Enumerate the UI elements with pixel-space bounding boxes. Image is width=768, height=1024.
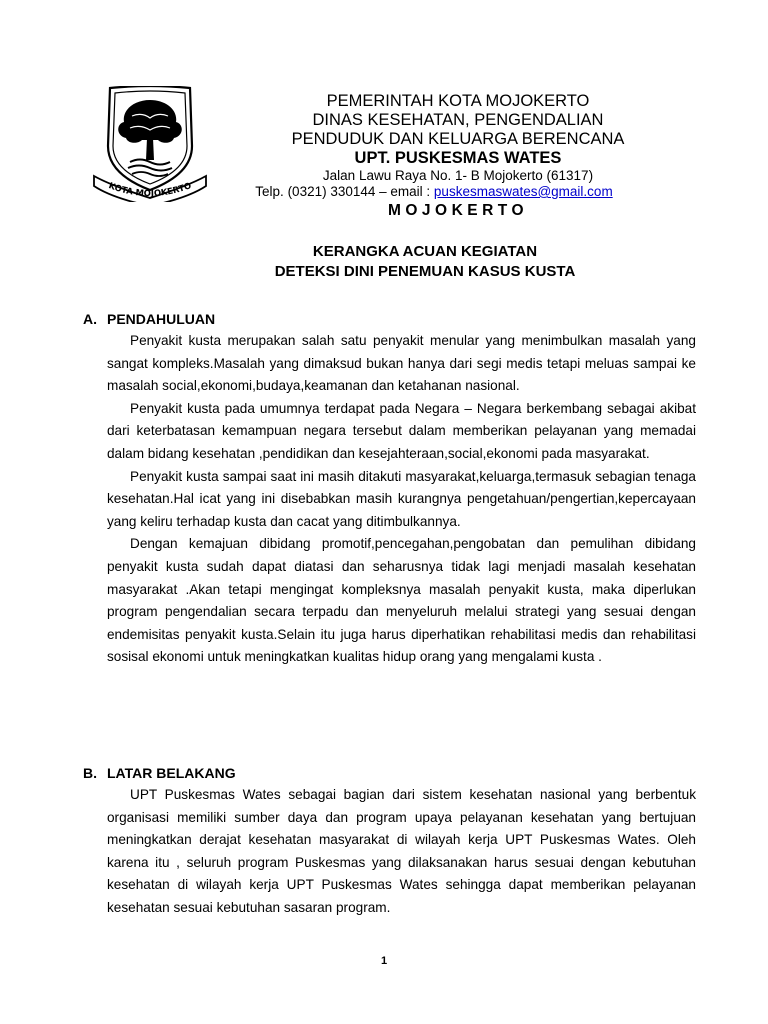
paragraph: Penyakit kusta sampai saat ini masih ditakuti masyarakat,keluarga,termasuk sebagian tenaga kesehatan.Hal icat yang ini disebabkan masih kurangnya pengetahuan/pengertian,kepercayaan yang keliru terhadap kusta dan cacat yang ditimbulkannya. (107, 468, 696, 529)
section-b-heading (83, 765, 236, 781)
section-heading-text: PENDAHULUAN (107, 311, 216, 327)
paragraph: Dengan kemajuan dibidang promotif,pencegahan,pengobatan dan pemulihan dibidang penyakit kusta sudah dapat diatasi dan seharusnya tidak lagi menjadi masalah kesehatan masyarakat .Akan tetapi mengingat kompleksnya masalah penyakit kusta, maka diperlukan program pengendalian secara terpadu dan menyeluruh melalui strategi yang sesuai dengan endemisitas penyakit kusta.Selain itu juga harus diperhatikan rehabilitasi medis dan rehabilitasi sosisal ekonomi untuk meningkatkan kualitas hidup orang yang mengalami kusta . (107, 536, 696, 665)
page-number: 1 (380, 955, 388, 967)
logo-banner-text: KOTA MOJOKERTO (107, 181, 193, 200)
paragraph: UPT Puskesmas Wates sebagai bagian dari sistem kesehatan nasional yang berbentuk organisasi memiliki sumber daya dan program upaya pelayanan kesehatan yang bertujuan meningkatkan derajat kesehatan masyarakat di wilayah kerja UPT Puskesmas Wates. Oleh karena itu , seluruh program Puskesmas yang dilaksanakan harus sesuai dengan kebutuhan kesehatan di wilayah kerja UPT Puskesmas Wates sehingga dapat memberikan pelayanan kesehatan sesuai kebutuhan sasaran program. (107, 787, 696, 915)
letterhead (208, 92, 708, 220)
email-link[interactable]: puskesmaswates@gmail.com (433, 184, 613, 199)
paragraph: Penyakit kusta merupakan salah satu penyakit menular yang menimbulkan masalah yang sangat kompleks.Masalah yang dimaksud bukan hanya dari segi medis tetapi meluas sampai ke masalah social,ekonomi,budaya,keamanan dan ketahanan nasional. (107, 333, 696, 394)
document-title (160, 242, 690, 282)
letterhead-line-3: PENDUDUK DAN KELUARGA BERENCANA (291, 130, 625, 148)
letterhead-line-1: PEMERINTAH KOTA MOJOKERTO (326, 92, 590, 110)
letterhead-address: Jalan Lawu Raya No. 1- B Mojokerto (61317) (322, 168, 594, 183)
paragraph: Penyakit kusta pada umumnya terdapat pada Negara – Negara berkembang sebagai akibat dari keterbatasan kemampuan negara tersebut dalam memberikan pelayanan yang memadai dalam bidang kesehatan ,pendidikan dan kesejahteraan,social,ekonomi pada masyarakat. (107, 400, 696, 461)
section-heading-text: LATAR BELAKANG (107, 765, 236, 781)
letterhead-contact (184, 184, 684, 200)
section-letter: B. (83, 765, 97, 781)
letterhead-line-2: DINAS KESEHATAN, PENGENDALIAN (312, 111, 604, 129)
section-a-body (107, 330, 696, 669)
section-b-body (107, 784, 696, 920)
document-title-line-2: DETEKSI DINI PENEMUAN KASUS KUSTA (274, 263, 576, 280)
section-letter: A. (83, 311, 97, 327)
letterhead-line-4: UPT. PUSKESMAS WATES (354, 149, 562, 167)
section-a-heading (83, 311, 215, 327)
letterhead-city: MOJOKERTO (387, 202, 529, 219)
letterhead-phone: Telp. (0321) 330144 – email : (255, 184, 434, 199)
document-title-line-1: KERANGKA ACUAN KEGIATAN (312, 243, 538, 260)
